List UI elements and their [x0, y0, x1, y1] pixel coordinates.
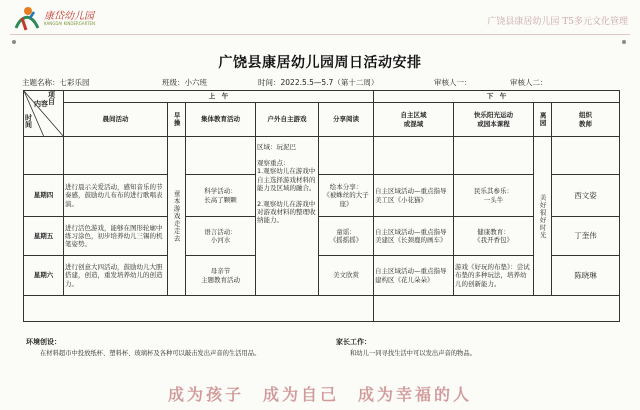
auditor-one: 审核人一：: [434, 78, 472, 87]
region-cell: 自主区域活动—重点指导建构区《花儿朵朵》: [374, 256, 454, 296]
environment-cell: [24, 296, 374, 322]
logo-figure-icon: [12, 6, 40, 32]
reading-cell: 美文欣赏: [319, 256, 374, 296]
col-morning-activity: 晨间活动: [64, 103, 168, 137]
blank-cell: [24, 137, 64, 175]
reading-cell: 童谣： 《摇摇摇》: [319, 217, 374, 256]
leave-cell: [534, 137, 552, 296]
morning-activity-cell: 进行创意大四活动，鼓励幼儿大胆搭建，创造，重发培养幼儿的创造力。: [64, 256, 168, 296]
exercise-cell: [168, 137, 186, 296]
table-row: [24, 256, 620, 296]
teacher-cell: 丁奎伟: [552, 217, 620, 256]
environment-label: 环境创设：: [26, 338, 61, 346]
col-shared-reading: 分享阅读: [319, 103, 374, 137]
logo-subtext: KANGDAI KINDERGARTEN: [44, 21, 96, 26]
blank-cell: [319, 137, 374, 175]
morning-activity-cell: 进行活色游戏，能够在图形轮廓中练习涂色，初步培养幼儿三锡的机笔姿势。: [64, 217, 168, 256]
day-label: 星期六: [24, 256, 64, 296]
day-label: 星期五: [24, 217, 64, 256]
blank-cell: [64, 137, 168, 175]
auditor-two: 审核人二：: [510, 78, 548, 87]
teacher-cell: 西文姿: [552, 175, 620, 217]
header-right-text: 广饶县康居幼儿园 T5多元文化管理: [487, 17, 628, 27]
theme-name: 主题名称：七彩乐园: [22, 78, 90, 87]
blank-cell: [454, 137, 534, 175]
region-cell: 自主区域活动—重点指导美建区《长颈鹿的画车》: [374, 217, 454, 256]
group-education-cell: 语言活动： 小河水: [186, 217, 256, 256]
binder-hole-right: [622, 40, 626, 44]
date-range: 时间：2022.5.5—5.7（第十二周）: [258, 78, 379, 87]
table-row: [24, 217, 620, 256]
family-cell: [374, 296, 620, 322]
environment-text: 在材料超市中投放纸杯、塑料杯、玻璃杯及各种可以敲击发出声音的生活用品。: [40, 350, 261, 357]
col-outdoor-play: 户外自主游戏: [256, 103, 319, 137]
col-teacher: 组织 教师: [552, 103, 620, 137]
sunny-sports-cell: 民乐其参乐： 一头牛: [454, 175, 534, 217]
col-morning-exercise-label: 早操: [172, 112, 181, 127]
blank-cell: [374, 137, 454, 175]
sunny-sports-cell: 游戏《好玩的布垫》：尝试布垫的多种玩法，培养幼儿的创新能力。: [454, 256, 534, 296]
corner-content-label: 内容: [34, 100, 48, 108]
logo-text: 康岱幼儿园: [44, 11, 94, 22]
region-cell: 自主区域活动—重点指导美工区《小花猫》: [374, 175, 454, 217]
leave-text: 美好很好时光: [538, 193, 547, 239]
teacher-cell: 陈晓琳: [552, 256, 620, 296]
corner-time-label: 时间: [25, 114, 32, 130]
footer-row: [24, 296, 620, 322]
afternoon-header: 下 午: [374, 91, 620, 103]
col-leave: [534, 103, 552, 137]
col-morning-exercise: [168, 103, 186, 137]
group-education-cell: 科学活动： 长高了颗颗: [186, 175, 256, 217]
family-text: 和幼儿一同寻找生活中可以发出声音的物品。: [350, 350, 476, 357]
header-divider: [10, 34, 630, 35]
page-title: 广饶县康居幼儿园周日活动安排: [218, 55, 422, 71]
corner-header-cell: [24, 91, 64, 137]
col-free-region: 自主区域 或混域: [374, 103, 454, 137]
group-education-cell: 母亲节 主题教育活动: [186, 256, 256, 296]
morning-activity-cell: 进行晨示关爱活动，感知音乐的节奏感，鼓励幼儿布布的进行歌唱表演。: [64, 175, 168, 217]
family-label: 家长工作：: [336, 338, 371, 346]
morning-header: 上 午: [64, 91, 374, 103]
sunny-sports-cell: 健康教育： 《我开香包》: [454, 217, 534, 256]
blank-cell: [186, 137, 256, 175]
outdoor-play-cell: 区域：玩泥巴 观察重点： 1.观察幼儿在游戏中自主选择游戏材料的能力及区域的融合。 2.观察幼儿在游戏中对游戏材料的整理收纳能力。: [256, 137, 319, 296]
corner-item-label: 项目: [48, 91, 55, 107]
blank-cell: [552, 137, 620, 175]
col-group-education: 集体教育活动: [186, 103, 256, 137]
table-row: [24, 175, 620, 217]
col-leave-label: 离园: [538, 112, 547, 127]
binder-hole-left: [12, 40, 16, 44]
slogan: 成为孩子 成为自己 成为幸福的人: [167, 385, 472, 404]
kindergarten-logo: [10, 4, 130, 34]
weekly-schedule-table: [23, 90, 620, 322]
day-label: 星期四: [24, 175, 64, 217]
class-name: 班级：小六班: [162, 78, 207, 87]
col-sunny-sports: 快乐阳光运动 或园本课程: [454, 103, 534, 137]
reading-cell: 绘本分享： 《被蛛丝的大子座》: [319, 175, 374, 217]
exercise-text: 童本游戏走走去: [172, 189, 181, 243]
